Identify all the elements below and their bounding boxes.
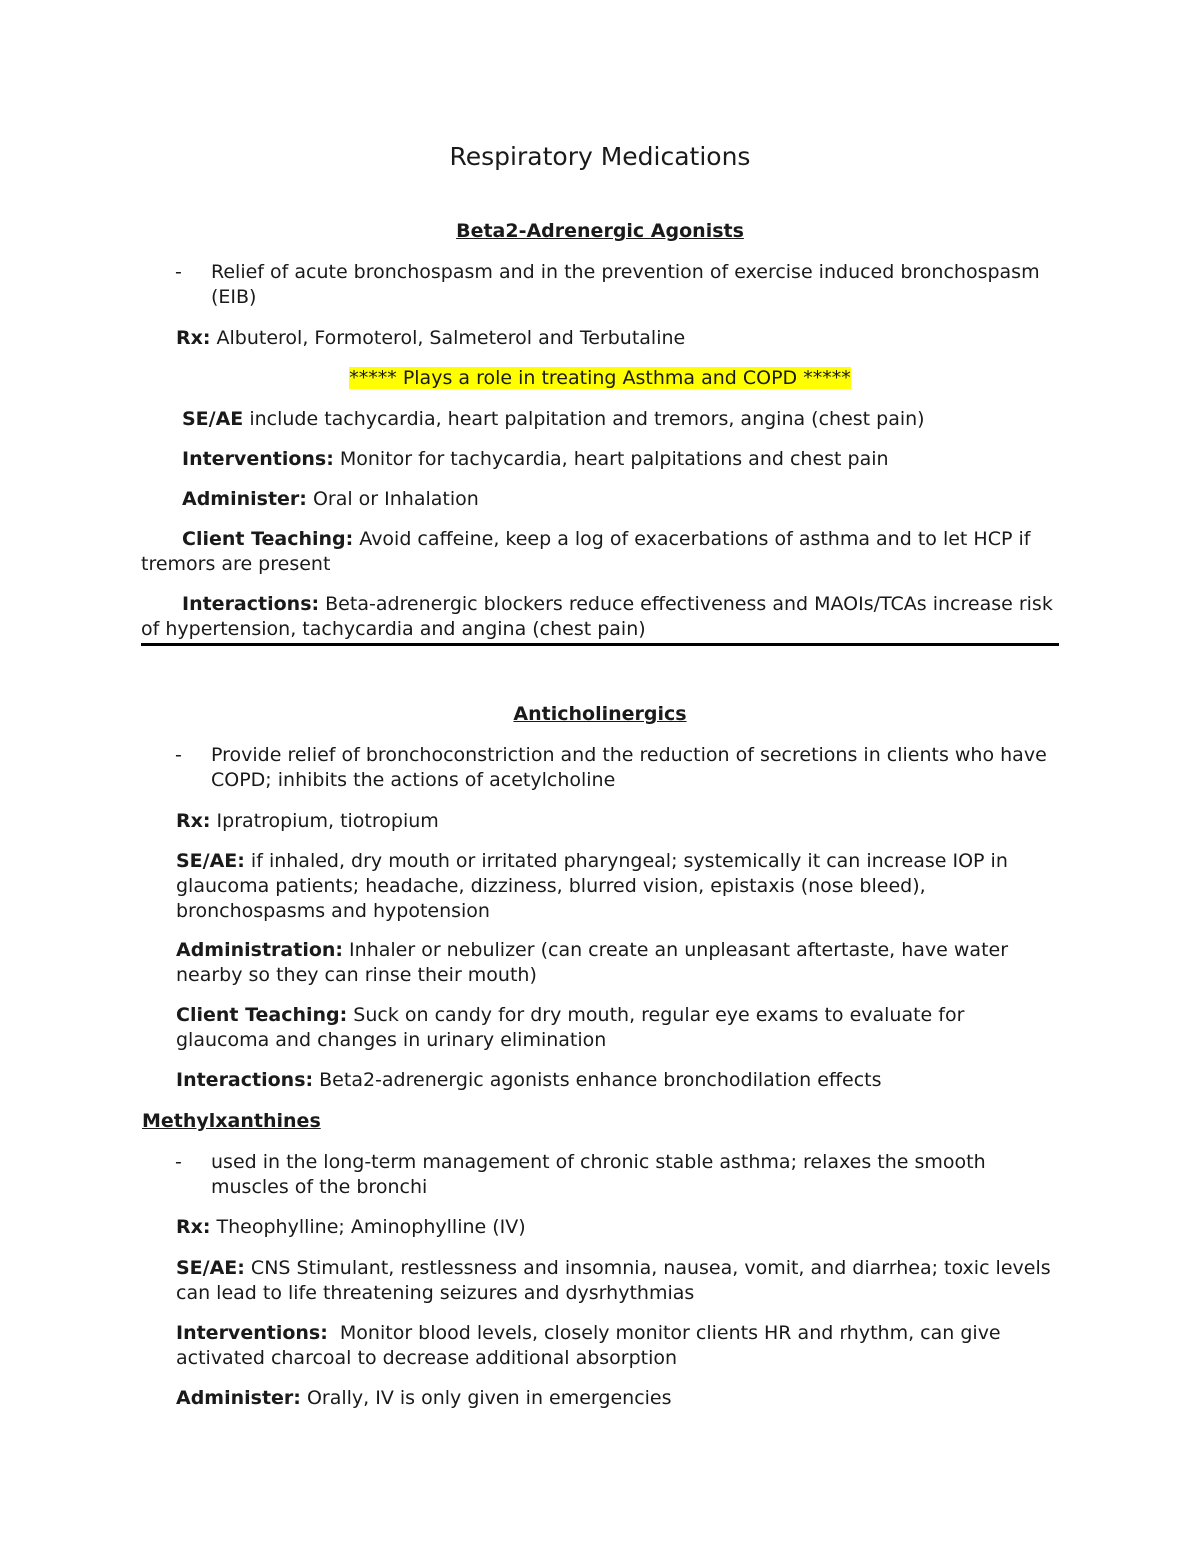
bullet-dash: - (175, 1151, 182, 1173)
section-heading-methylxanthines: Methylxanthines (142, 1110, 321, 1132)
teaching-label: Client Teaching: (176, 1004, 348, 1026)
section-heading-anticholinergics: Anticholinergics (513, 703, 687, 725)
interactions-line (176, 1068, 1061, 1093)
administer-line (182, 487, 1062, 512)
interactions-paragraph (141, 592, 1063, 642)
seae-text: CNS Stimulant, restlessness and insomnia, nausea, vomit, and diarrhea; toxic levels can lead to life threatening seizures and dysrhythmias (176, 1257, 1051, 1304)
page-title: Respiratory Medications (449, 142, 751, 171)
teaching-text: Suck on candy for dry mouth, regular eye exams to evaluate for glaucoma and changes in urinary elimination (176, 1004, 965, 1051)
interactions-text: Beta-adrenergic blockers reduce effectiveness and MAOIs/TCAs increase risk of hypertension, tachycardia and angina (chest pain) (141, 593, 1053, 640)
bullet-text: used in the long-term management of chronic stable asthma; relaxes the smooth muscles of the bronchi (211, 1151, 986, 1198)
seae-text: include tachycardia, heart palpitation and tremors, angina (chest pain) (243, 408, 925, 430)
teaching-label: Client Teaching: (182, 528, 354, 550)
administer-label: Administer: (182, 488, 307, 510)
client-teaching-paragraph (176, 1003, 1061, 1053)
bullet-text: Relief of acute bronchospasm and in the prevention of exercise induced bronchospasm (EIB) (211, 261, 1040, 308)
rx-label: Rx: (176, 810, 211, 832)
interventions-label: Interventions: (176, 1322, 328, 1344)
interactions-label: Interactions: (182, 593, 320, 615)
interventions-label: Interventions: (182, 448, 334, 470)
teaching-text: Avoid caffeine, keep a log of exacerbations of asthma and to let HCP if tremors are present (141, 528, 1031, 575)
bullet-dash: - (175, 744, 182, 766)
seae-text: if inhaled, dry mouth or irritated pharyngeal; systemically it can increase IOP in glaucoma patients; headache, dizziness, blurred vision, epistaxis (nose bleed), bronchospasms and hypotension (176, 850, 1008, 922)
highlight-text: ***** Plays a role in treating Asthma and COPD ***** (349, 367, 851, 389)
rx-text: Theophylline; Aminophylline (IV) (210, 1216, 526, 1238)
seae-label: SE/AE: (176, 850, 245, 872)
rx-text: Ipratropium, tiotropium (210, 810, 439, 832)
rx-line (176, 809, 1061, 834)
administer-label: Administer: (176, 1387, 301, 1409)
rx-text: Albuterol, Formoterol, Salmeterol and Terbutaline (210, 327, 686, 349)
section-divider (141, 643, 1059, 646)
rx-label: Rx: (176, 327, 211, 349)
interventions-paragraph (176, 1321, 1061, 1371)
interventions-text: Monitor for tachycardia, heart palpitations and chest pain (333, 448, 889, 470)
rx-label: Rx: (176, 1216, 211, 1238)
rx-line (176, 326, 1056, 351)
interventions-text: Monitor blood levels, closely monitor clients HR and rhythm, can give activated charcoal to decrease additional absorption (176, 1322, 1007, 1369)
seae-line (182, 407, 1062, 432)
seae-label: SE/AE (182, 408, 244, 430)
administer-line (176, 1386, 1061, 1411)
client-teaching-paragraph (141, 527, 1063, 577)
administration-label: Administration: (176, 939, 344, 961)
highlight-line (0, 366, 1200, 391)
administer-text: Oral or Inhalation (306, 488, 479, 510)
seae-paragraph (176, 1256, 1061, 1306)
section-heading-beta2: Beta2-Adrenergic Agonists (456, 220, 744, 242)
seae-paragraph (176, 849, 1061, 924)
interventions-line (182, 447, 1062, 472)
administration-paragraph (176, 938, 1061, 988)
administration-text: Inhaler or nebulizer (can create an unpleasant aftertaste, have water nearby so they can rinse their mouth) (176, 939, 1009, 986)
bullet-dash: - (175, 261, 182, 283)
rx-line (176, 1215, 1061, 1240)
bullet-text: Provide relief of bronchoconstriction and the reduction of secretions in clients who have COPD; inhibits the actions of acetylcholine (211, 744, 1047, 791)
interactions-text: Beta2-adrenergic agonists enhance bronchodilation effects (313, 1069, 882, 1091)
seae-label: SE/AE: (176, 1257, 245, 1279)
administer-text: Orally, IV is only given in emergencies (300, 1387, 672, 1409)
interactions-label: Interactions: (176, 1069, 314, 1091)
